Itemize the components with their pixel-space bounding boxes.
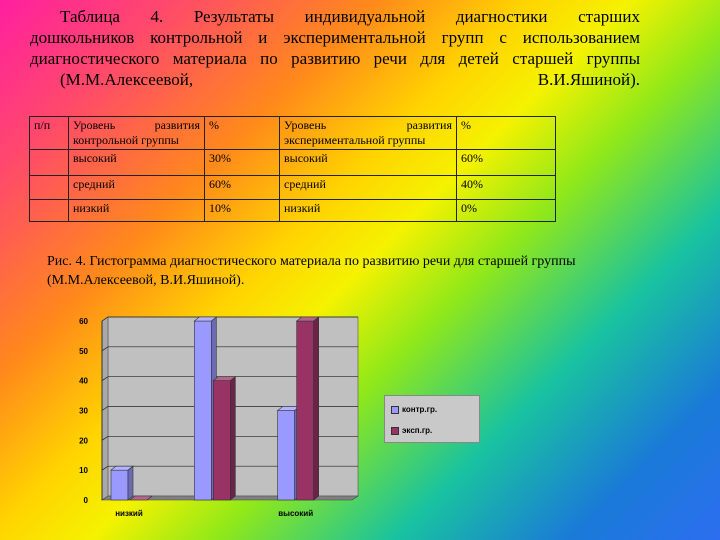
cell-pct-control: 30% <box>205 150 280 176</box>
bar-control-0 <box>111 470 128 500</box>
legend-item-exp <box>391 426 432 435</box>
cell-pct-exp: 0% <box>457 200 556 222</box>
legend-swatch-exp <box>391 427 399 435</box>
table-row <box>30 176 556 200</box>
y-tick-label: 50 <box>79 346 88 356</box>
cell-level-control: средний <box>69 176 205 200</box>
legend-item-control <box>391 405 437 414</box>
bar-exp-1 <box>213 381 230 500</box>
legend-label-exp: эксп.гр. <box>402 426 433 435</box>
y-tick-label: 0 <box>83 496 88 505</box>
cell-pct-exp: 60% <box>457 150 556 176</box>
cell-pct-exp: 40% <box>457 176 556 200</box>
title-last-line <box>30 69 640 90</box>
bar-control-2 <box>278 411 295 501</box>
y-tick-label: 10 <box>79 466 88 476</box>
y-tick-label: 20 <box>79 436 88 446</box>
cell-pct-control: 10% <box>205 200 280 222</box>
bar-side <box>230 377 235 500</box>
table-row <box>30 200 556 222</box>
y-tick-label: 60 <box>79 317 88 326</box>
cell-level-exp: средний <box>280 176 457 200</box>
cell-num <box>30 150 69 176</box>
cell-level-control: низкий <box>69 200 205 222</box>
title-line: дошкольников контрольной и экспериментальной групп с использованием <box>30 28 640 47</box>
bar-side <box>128 466 133 500</box>
header-pct-control: % <box>205 117 280 150</box>
header-control-level <box>69 117 205 150</box>
cell-level-exp: высокий <box>280 150 457 176</box>
cell-num <box>30 200 69 222</box>
bar-exp-2 <box>297 321 314 500</box>
figure-caption: Рис. 4. Гистограмма диагностического материала по развитию речи для старшей группы (М.М.Алексеевой, В.И.Яшиной). <box>47 254 576 288</box>
header-control-level-b: контрольной группы <box>73 133 179 147</box>
x-category-label: высокий <box>278 509 314 518</box>
table-header-row <box>30 117 556 150</box>
cell-level-exp: низкий <box>280 200 457 222</box>
y-tick-label: 40 <box>79 376 88 386</box>
cell-pct-control: 60% <box>205 176 280 200</box>
title-line: диагностического материала по развитию речи для детей старшей группы <box>30 49 640 68</box>
header-exp-level-b: экспериментальной группы <box>284 133 426 147</box>
title-author-1: (М.М.Алексеевой, <box>60 70 194 89</box>
header-num: п/п <box>30 117 69 150</box>
cell-num <box>30 176 69 200</box>
header-exp-level-a: Уровень развития <box>284 118 452 132</box>
y-tick-label: 30 <box>79 406 88 416</box>
header-pct-exp: % <box>457 117 556 150</box>
title-author-2: В.И.Яшиной). <box>537 70 640 89</box>
chart-legend <box>384 395 480 443</box>
histogram-chart <box>60 305 370 520</box>
bar-side <box>314 317 319 500</box>
title-line: Таблица 4. Результаты индивидуальной диагностики старших <box>60 7 640 26</box>
legend-swatch-control <box>391 406 399 414</box>
results-table <box>29 116 556 222</box>
x-category-label: низкий <box>115 509 143 518</box>
header-control-level-a: Уровень развития <box>73 118 200 132</box>
bar-control-1 <box>194 321 211 500</box>
table-row <box>30 150 556 176</box>
legend-label-control: контр.гр. <box>402 405 438 414</box>
header-exp-level <box>280 117 457 150</box>
cell-level-control: высокий <box>69 150 205 176</box>
table-title <box>30 6 640 90</box>
